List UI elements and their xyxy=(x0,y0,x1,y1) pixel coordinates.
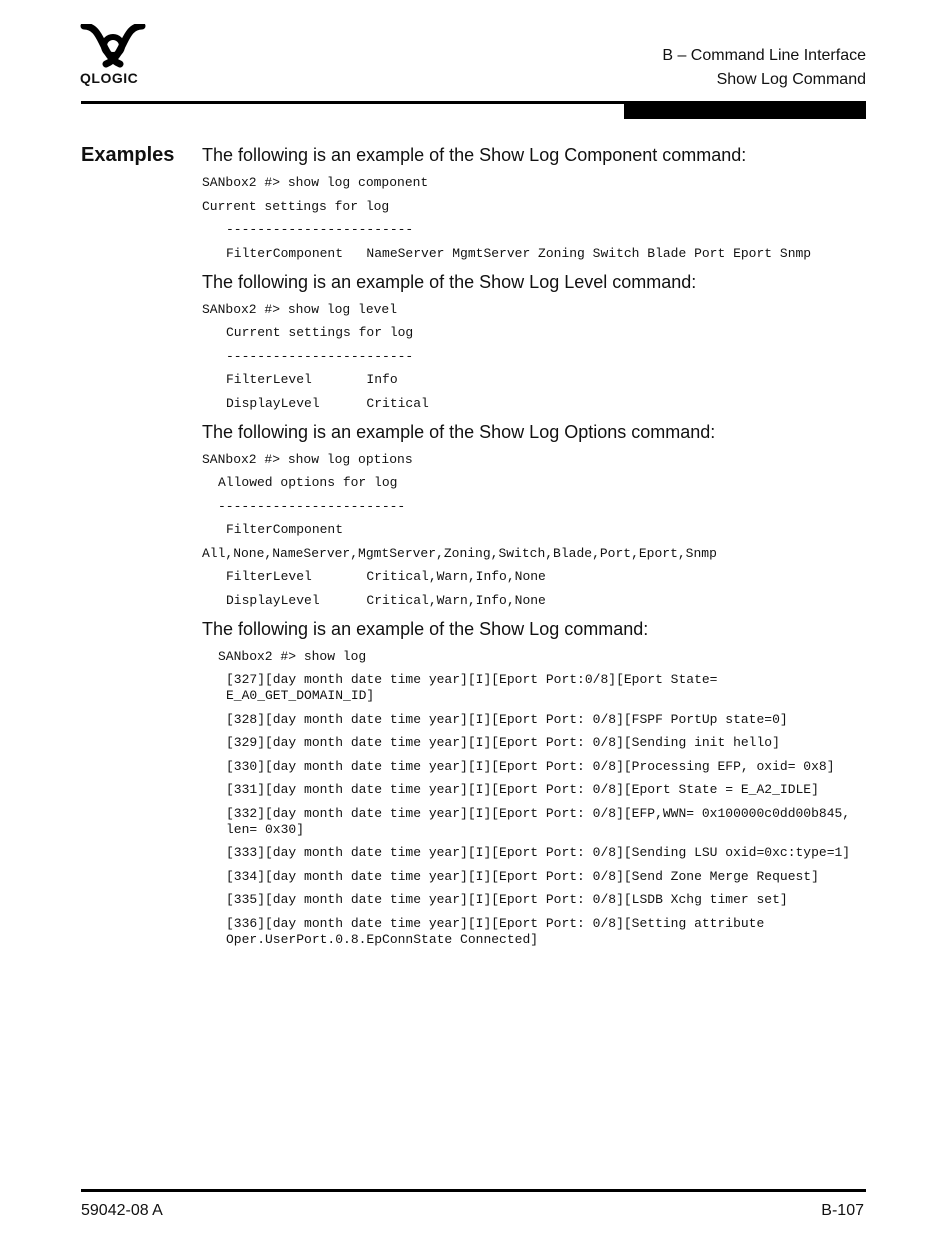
intro-level: The following is an example of the Show Log Level command: xyxy=(202,271,697,292)
page-number: B-107 xyxy=(821,1202,864,1219)
code-line: SANbox2 #> show log xyxy=(218,648,367,664)
intro-component: The following is an example of the Show Log Component command: xyxy=(202,145,747,165)
log-entry: [331][day month date time year][I][Eport Port: 0/8][Eport State = E_A2_IDLE] xyxy=(226,782,819,797)
code-line: DisplayLevel Critical,Warn,Info,None xyxy=(226,592,546,608)
section-title: Show Log Command xyxy=(716,71,866,88)
log-entry: [332][day month date time year][I][Eport Port: 0/8][EFP,WWN= 0x100000c0dd00b845, len= 0x30] xyxy=(226,805,851,837)
log-entry: [330][day month date time year][I][Eport Port: 0/8][Processing EFP, oxid= 0x8] xyxy=(226,758,835,774)
code-line: SANbox2 #> show log level xyxy=(202,301,398,317)
footer-rule xyxy=(81,1189,866,1192)
intro-options: The following is an example of the Show Log Options command: xyxy=(202,421,716,442)
running-header xyxy=(662,44,866,92)
log-entry: [329][day month date time year][I][Eport Port: 0/8][Sending init hello] xyxy=(226,735,780,750)
code-line: SANbox2 #> show log component xyxy=(202,175,429,190)
code-line: ------------------------ xyxy=(226,222,414,237)
code-line: SANbox2 #> show log options xyxy=(202,451,413,467)
log-entry: [328][day month date time year][I][Eport Port: 0/8][FSPF PortUp state=0] xyxy=(226,711,788,727)
log-entry: [335][day month date time year][I][Eport Port: 0/8][LSDB Xchg timer set] xyxy=(226,892,788,907)
main-content xyxy=(202,143,872,948)
intro-log: The following is an example of the Show Log command: xyxy=(202,618,649,639)
code-line: FilterComponent NameServer MgmtServer Zoning Switch Blade Port Eport Snmp xyxy=(226,245,812,261)
chapter-title: B – Command Line Interface xyxy=(662,47,866,64)
code-line: Allowed options for log xyxy=(218,475,398,490)
qlogic-logo xyxy=(80,24,152,86)
log-entry: [334][day month date time year][I][Eport Port: 0/8][Send Zone Merge Request] xyxy=(226,868,819,884)
log-entry: [336][day month date time year][I][Eport Port: 0/8][Setting attribute Oper.UserPort.0.8.EpConnState Connected] xyxy=(226,915,765,947)
code-line: DisplayLevel Critical xyxy=(226,395,429,411)
logo-text: QLOGIC xyxy=(80,70,139,86)
code-line: FilterComponent xyxy=(226,522,344,537)
doc-number: 59042-08 A xyxy=(81,1202,163,1219)
code-line: Current settings for log xyxy=(202,198,390,214)
code-line: FilterLevel Info xyxy=(226,372,398,387)
code-line: Current settings for log xyxy=(226,325,414,340)
qlogic-logo-icon xyxy=(80,24,146,68)
code-line: ------------------------ xyxy=(218,498,406,514)
code-line: All,None,NameServer,MgmtServer,Zoning,Switch,Blade,Port,Eport,Snmp xyxy=(202,545,717,561)
header-bar xyxy=(624,101,866,119)
side-heading: Examples xyxy=(81,144,175,166)
code-line: FilterLevel Critical,Warn,Info,None xyxy=(226,569,546,584)
log-entry: [327][day month date time year][I][Eport Port:0/8][Eport State= E_A0_GET_DOMAIN_ID] xyxy=(226,672,718,703)
code-line: ------------------------ xyxy=(226,348,414,364)
log-entry: [333][day month date time year][I][Eport Port: 0/8][Sending LSU oxid=0xc:type=1] xyxy=(226,845,851,860)
